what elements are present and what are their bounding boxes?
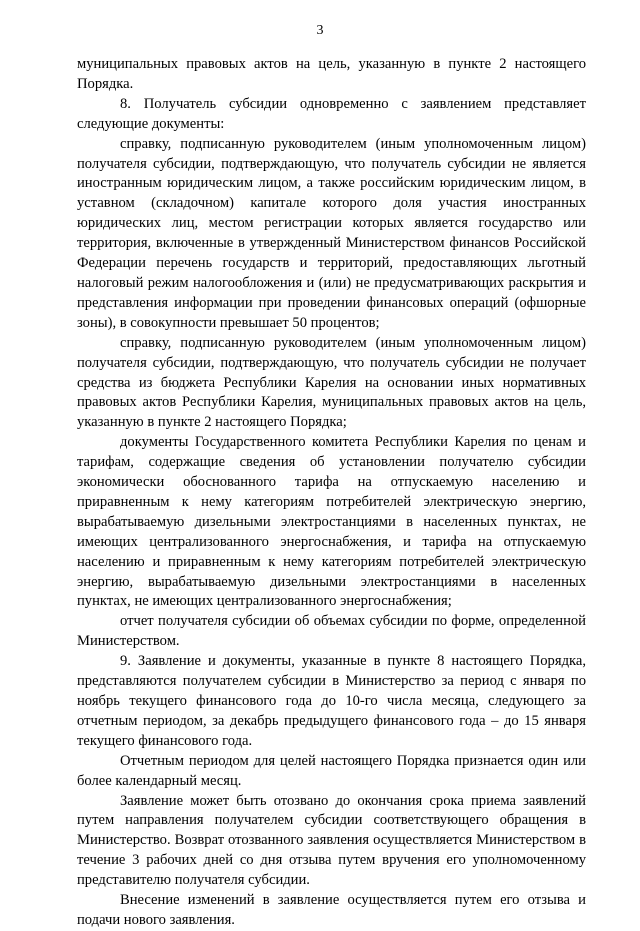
paragraph-certificate-foreign-entity: справку, подписанную руководителем (иным уполномоченным лицом) получателя субсидии, подтверждающую, что получатель субсидии не является иностранным юридическим лицом, а также российским юридическим лицом, в уставном (складочном) капитале которого доля участия иностранных юридических лиц, местом регистрации которых является государство или территория, включенные в утвержденный Министерством финансов Российской Федерации перечень государств и территорий, предоставляющих льготный налоговый режим налогообложения и (или) не предусматривающих раскрытия и представления информации при проведении финансовых операций (офшорные зоны), в совокупности превышает 50 процентов; xyxy=(77,135,586,331)
paragraph-amendments: Внесение изменений в заявление осуществляется путем его отзыва и подачи нового заявления. xyxy=(77,892,586,928)
document-body xyxy=(77,55,586,931)
paragraph-item-9: 9. Заявление и документы, указанные в пункте 8 настоящего Порядка, представляются получателем субсидии в Министерство за период с января по ноябрь текущего финансового года до 10-го числа месяца, следующего за отчетным периодом, за декабрь предыдущего финансового года – до 15 января текущего финансового года. xyxy=(77,653,586,749)
paragraph-subsidy-report: отчет получателя субсидии об объемах субсидии по форме, определенной Министерством. xyxy=(77,613,586,650)
paragraph-reporting-period: Отчетным периодом для целей настоящего Порядка признается один или более календарный месяц. xyxy=(77,752,586,789)
paragraph-withdrawal: Заявление может быть отозвано до окончания срока приема заявлений путем направления получателем субсидии соответствующего обращения в Министерство. Возврат отозванного заявления осуществляется Министерством в течение 3 рабочих дней со дня отзыва путем вручения его уполномоченному представителю получателя субсидии. xyxy=(77,792,586,889)
paragraph-item-8: 8. Получатель субсидии одновременно с заявлением представляет следующие документы: xyxy=(77,95,586,132)
paragraph-certificate-no-budget-funds: справку, подписанную руководителем (иным уполномоченным лицом) получателя субсидии, подтверждающую, что получатель субсидии не получает средства из бюджета Республики Карелия на основании иных нормативных правовых актов Республики Карелия, муниципальных правовых актов на цель, указанную в пункте 2 настоящего Порядка; xyxy=(77,334,586,431)
paragraph-continuation: муниципальных правовых актов на цель, указанную в пункте 2 настоящего Порядка. xyxy=(77,56,586,92)
paragraph-tariff-documents: документы Государственного комитета Республики Карелия по ценам и тарифам, содержащие сведения об установлении получателю субсидии экономически обоснованного тарифа на отпускаемую населению и приравненным к нему категориям потребителей электрическую энергию, вырабатываемую дизельными электростанциями в населенных пунктах, не имеющих централизованного энергоснабжения, и тарифа на отпускаемую населению и приравненным к нему категориям потребителей электрическую энергию, вырабатываемую дизельными электростанциями в населенных пунктах, не имеющих централизованного энергоснабжения; xyxy=(77,434,586,610)
page-number: 3 xyxy=(316,23,324,38)
